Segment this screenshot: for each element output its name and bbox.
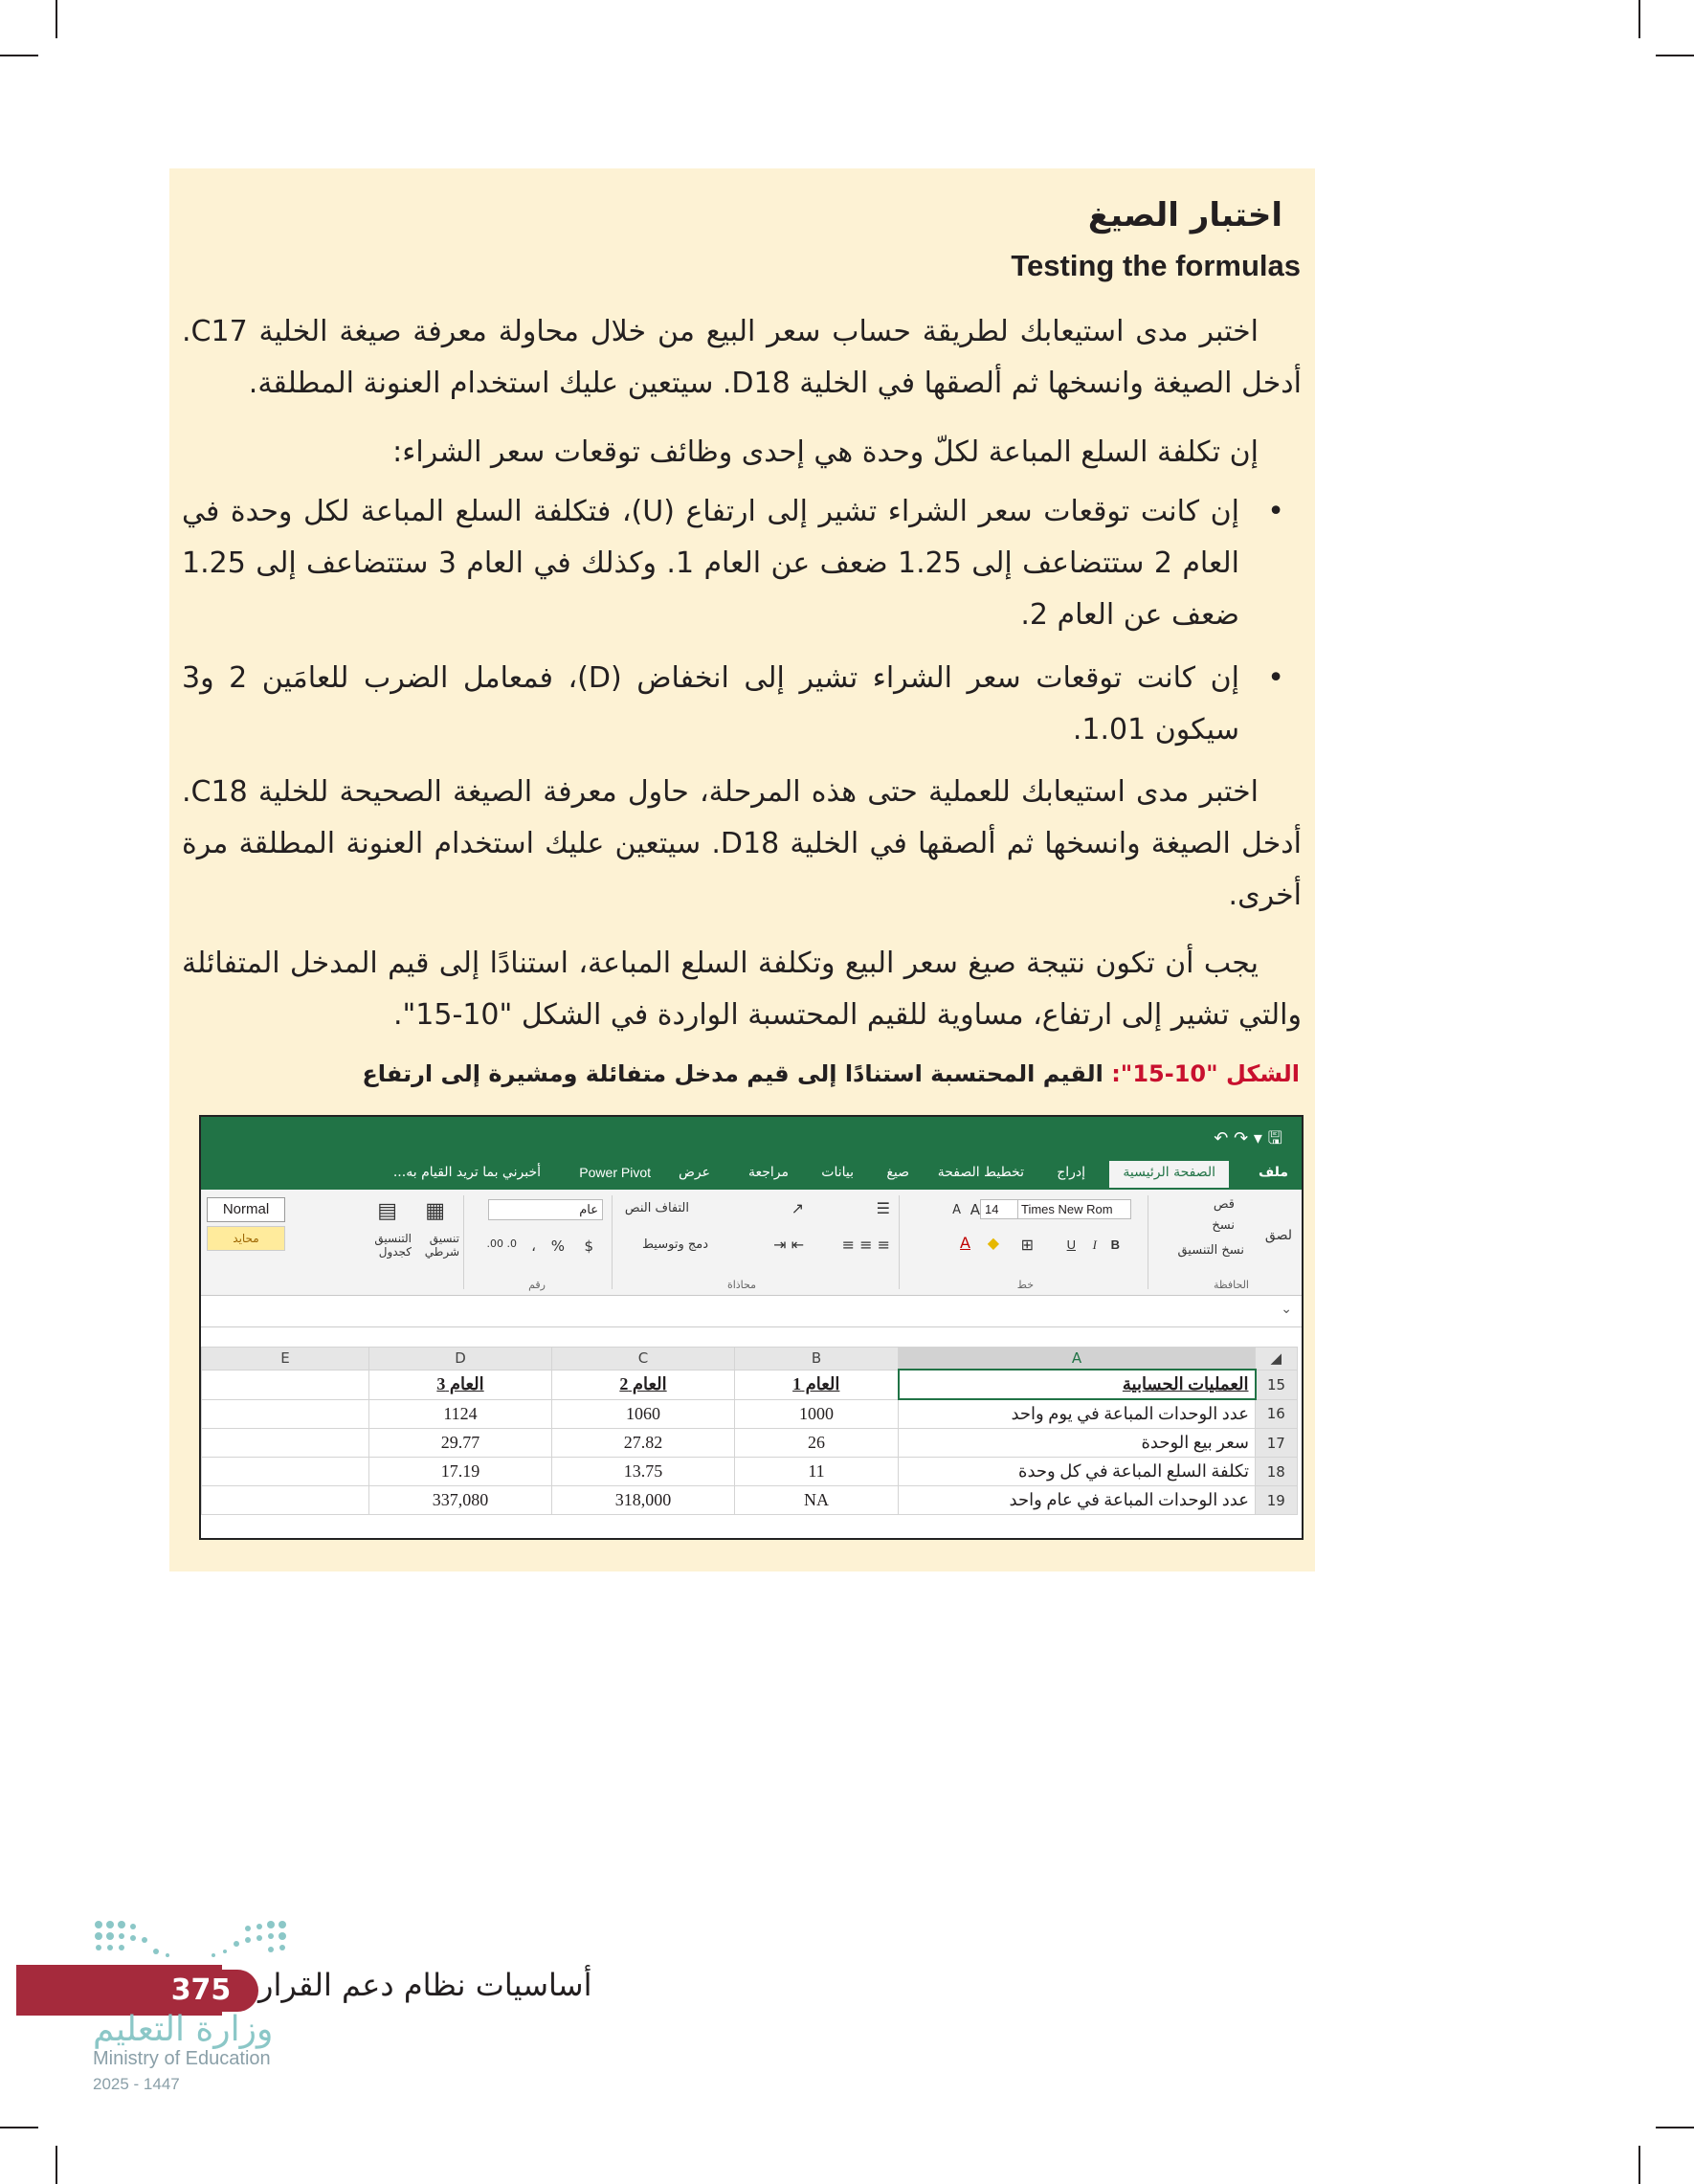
- group-label-font: خط: [1016, 1279, 1034, 1291]
- column-header-d[interactable]: D: [369, 1348, 552, 1371]
- tab-power-pivot[interactable]: Power Pivot: [579, 1165, 651, 1180]
- figure-label: الشكل "10-15":: [1111, 1060, 1300, 1087]
- style-neutral[interactable]: محايد: [207, 1226, 285, 1251]
- paragraph-3: اختبر مدى استيعابك للعملية حتى هذه المرحلة، حاول معرفة الصيغة الصحيحة للخلية C18. أدخل الصيغة وانسخها ثم ألصقها في الخلية D18. سيتعين عليك استخدام العنونة المطلقة مرة أخرى.: [182, 775, 1302, 912]
- italic-button[interactable]: I: [1092, 1237, 1097, 1252]
- table-row: [202, 1486, 1298, 1515]
- borders-icon[interactable]: ⊞: [1020, 1236, 1034, 1254]
- cell[interactable]: عدد الوحدات المباعة في يوم واحد: [899, 1399, 1256, 1429]
- tell-me-box[interactable]: أخبرني بما تريد القيام به...: [392, 1165, 541, 1180]
- column-header-row: [202, 1348, 1298, 1371]
- group-label-number: رقم: [528, 1279, 546, 1291]
- cell[interactable]: سعر بيع الوحدة: [899, 1429, 1256, 1458]
- cell[interactable]: العام 1: [735, 1370, 899, 1399]
- underline-button[interactable]: U: [1066, 1237, 1076, 1252]
- crop-mark: [56, 2146, 57, 2184]
- cut-button[interactable]: قص: [1213, 1197, 1235, 1212]
- tab-home[interactable]: الصفحة الرئيسية: [1109, 1161, 1229, 1188]
- tab-page-layout[interactable]: تخطيط الصفحة: [937, 1165, 1024, 1180]
- cell[interactable]: 27.82: [552, 1429, 735, 1458]
- cell[interactable]: [202, 1370, 369, 1399]
- table-row: [202, 1429, 1298, 1458]
- crop-mark: [1638, 0, 1640, 38]
- ministry-logo-dots-icon: [91, 1919, 301, 1965]
- cell-selected[interactable]: العمليات الحسابية: [899, 1370, 1256, 1399]
- bullet-list: [182, 486, 1302, 756]
- cell[interactable]: [202, 1486, 369, 1515]
- font-color-icon[interactable]: A: [960, 1234, 970, 1252]
- section-title-english: Testing the formulas: [1011, 249, 1301, 282]
- font-name-box[interactable]: Times New Rom: [1016, 1199, 1131, 1219]
- figure-title: القيم المحتسبة استنادًا إلى قيم مدخل متفائلة ومشيرة إلى ارتفاع: [362, 1060, 1103, 1087]
- row-number[interactable]: 15: [1256, 1370, 1298, 1399]
- wrap-text-button[interactable]: التفاف النص: [624, 1201, 689, 1215]
- tab-data[interactable]: بيانات: [821, 1165, 854, 1180]
- indent-icon[interactable]: ⇤ ⇥: [773, 1236, 804, 1254]
- cell[interactable]: 1000: [735, 1399, 899, 1429]
- conditional-format-button[interactable]: تنسيق شرطي: [424, 1232, 459, 1259]
- cell[interactable]: 26: [735, 1429, 899, 1458]
- list-item: • إن كانت توقعات سعر الشراء تشير إلى ارتفاع (U)، فتكلفة السلع المباعة لكل وحدة في العام 2 ستتضاعف إلى 1.25 ضعف عن العام 1. وكذلك في العام 3 ستتضاعف إلى 1.25 ضعف عن العام 2.: [182, 486, 1302, 641]
- section-title-arabic: اختبار الصيغ: [1087, 196, 1282, 234]
- column-header-a[interactable]: A: [899, 1348, 1256, 1371]
- cell[interactable]: 318,000: [552, 1486, 735, 1515]
- cell[interactable]: العام 3: [369, 1370, 552, 1399]
- paste-button[interactable]: لصق: [1264, 1228, 1292, 1243]
- align-top-icon[interactable]: ☰: [876, 1199, 890, 1217]
- paragraph-4: يجب أن تكون نتيجة صيغ سعر البيع وتكلفة السلع المباعة، استنادًا إلى قيم المدخل المتفائلة والتي تشير إلى ارتفاع، مساوية للقيم المحتسبة الواردة في الشكل "10-15".: [182, 947, 1302, 1032]
- edition-year: 2025 - 1447: [93, 2075, 180, 2093]
- ribbon: [201, 1190, 1302, 1296]
- cell[interactable]: NA: [735, 1486, 899, 1515]
- comma-button[interactable]: ،: [531, 1237, 536, 1255]
- shrink-font-button[interactable]: A: [952, 1203, 961, 1217]
- ribbon-separator: [463, 1195, 464, 1289]
- fill-color-icon[interactable]: ◆: [987, 1234, 999, 1252]
- page-number: 375: [144, 1970, 258, 2012]
- currency-button[interactable]: $: [584, 1237, 593, 1255]
- cell[interactable]: 29.77: [369, 1429, 552, 1458]
- row-number[interactable]: 16: [1256, 1399, 1298, 1429]
- cell[interactable]: تكلفة السلع المباعة في كل وحدة: [899, 1458, 1256, 1486]
- paragraph-2: إن تكلفة السلع المباعة لكلّ وحدة هي إحدى وظائف توقعات سعر الشراء:: [392, 435, 1259, 469]
- conditional-format-icon[interactable]: ▦: [425, 1199, 445, 1223]
- worksheet-table: [201, 1347, 1298, 1515]
- formula-bar[interactable]: [201, 1296, 1302, 1327]
- paragraph-1: اختبر مدى استيعابك لطريقة حساب سعر البيع من خلال محاولة معرفة صيغة الخلية C17. أدخل الصيغة وانسخها ثم ألصقها في الخلية D18. سيتعين عليك استخدام العنونة المطلقة.: [182, 315, 1302, 400]
- ministry-name-arabic: وزارة التعليم: [93, 2010, 274, 2049]
- font-size-box[interactable]: 14: [980, 1199, 1018, 1219]
- figure-caption: [362, 1060, 1300, 1087]
- row-number[interactable]: 17: [1256, 1429, 1298, 1458]
- tab-file[interactable]: ملف: [1258, 1165, 1288, 1180]
- bullet-icon: •: [1267, 661, 1284, 695]
- format-table-button[interactable]: التنسيق كجدول: [374, 1232, 412, 1259]
- table-row: [202, 1370, 1298, 1399]
- cell[interactable]: 17.19: [369, 1458, 552, 1486]
- increase-decimal-button[interactable]: .00 .0: [486, 1237, 517, 1250]
- style-normal[interactable]: Normal: [207, 1197, 285, 1222]
- percent-button[interactable]: %: [550, 1237, 565, 1255]
- ribbon-separator: [899, 1195, 900, 1289]
- column-header-e[interactable]: E: [202, 1348, 369, 1371]
- crop-mark: [0, 55, 38, 56]
- cell[interactable]: 1124: [369, 1399, 552, 1429]
- cell[interactable]: [202, 1399, 369, 1429]
- column-header-b[interactable]: B: [735, 1348, 899, 1371]
- number-format-box[interactable]: عام: [488, 1199, 603, 1220]
- bold-button[interactable]: B: [1110, 1237, 1120, 1252]
- excel-window: [199, 1115, 1304, 1540]
- group-label-clipboard: الحافظة: [1213, 1279, 1249, 1291]
- tab-review[interactable]: مراجعة: [747, 1165, 789, 1180]
- format-table-icon[interactable]: ▤: [377, 1199, 397, 1223]
- group-label-alignment: محاذاة: [726, 1279, 756, 1291]
- cell[interactable]: [202, 1458, 369, 1486]
- quick-access-toolbar[interactable]: ↶ ↷ ▾ 🖫: [1214, 1128, 1282, 1148]
- cell[interactable]: عدد الوحدات المباعة في عام واحد: [899, 1486, 1256, 1515]
- cell[interactable]: [202, 1429, 369, 1458]
- list-item: • إن كانت توقعات سعر الشراء تشير إلى انخفاض (D)، فمعامل الضرب للعامَين 2 و3 سيكون 1.01.: [182, 653, 1302, 756]
- book-title: أساسيات نظام دعم القرار: [258, 1967, 592, 2003]
- copy-button[interactable]: نسخ: [1212, 1218, 1235, 1233]
- ministry-name-english: Ministry of Education: [93, 2048, 271, 2069]
- chevron-down-icon[interactable]: ⌄: [1281, 1302, 1292, 1317]
- spreadsheet-grid: [201, 1347, 1302, 1515]
- cell[interactable]: 11: [735, 1458, 899, 1486]
- cell[interactable]: 1060: [552, 1399, 735, 1429]
- table-row: [202, 1458, 1298, 1486]
- tab-view[interactable]: عرض: [678, 1165, 710, 1180]
- row-number[interactable]: 18: [1256, 1458, 1298, 1486]
- title-bar: [201, 1117, 1302, 1157]
- tab-formulas[interactable]: صيغ: [886, 1165, 909, 1180]
- tab-insert[interactable]: إدراج: [1057, 1165, 1085, 1180]
- crop-mark: [0, 2127, 38, 2128]
- cell[interactable]: العام 2: [552, 1370, 735, 1399]
- cell[interactable]: 337,080: [369, 1486, 552, 1515]
- crop-mark: [56, 0, 57, 38]
- ribbon-tabs: [201, 1157, 1302, 1190]
- orientation-icon[interactable]: ↗: [791, 1199, 804, 1217]
- ribbon-separator: [612, 1195, 613, 1289]
- column-header-c[interactable]: C: [552, 1348, 735, 1371]
- merge-center-button[interactable]: دمج وتوسيط: [641, 1237, 708, 1252]
- crop-mark: [1656, 55, 1694, 56]
- crop-mark: [1656, 2127, 1694, 2128]
- bullet-icon: •: [1267, 495, 1284, 528]
- table-row: [202, 1399, 1298, 1429]
- format-painter-button[interactable]: نسخ التنسيق: [1177, 1243, 1244, 1258]
- grow-font-button[interactable]: A: [970, 1201, 980, 1218]
- row-number[interactable]: 19: [1256, 1486, 1298, 1515]
- crop-mark: [1638, 2146, 1640, 2184]
- align-right-icon[interactable]: ≡ ≡ ≡: [841, 1236, 890, 1254]
- select-all-corner[interactable]: ◢: [1256, 1348, 1298, 1371]
- cell[interactable]: 13.75: [552, 1458, 735, 1486]
